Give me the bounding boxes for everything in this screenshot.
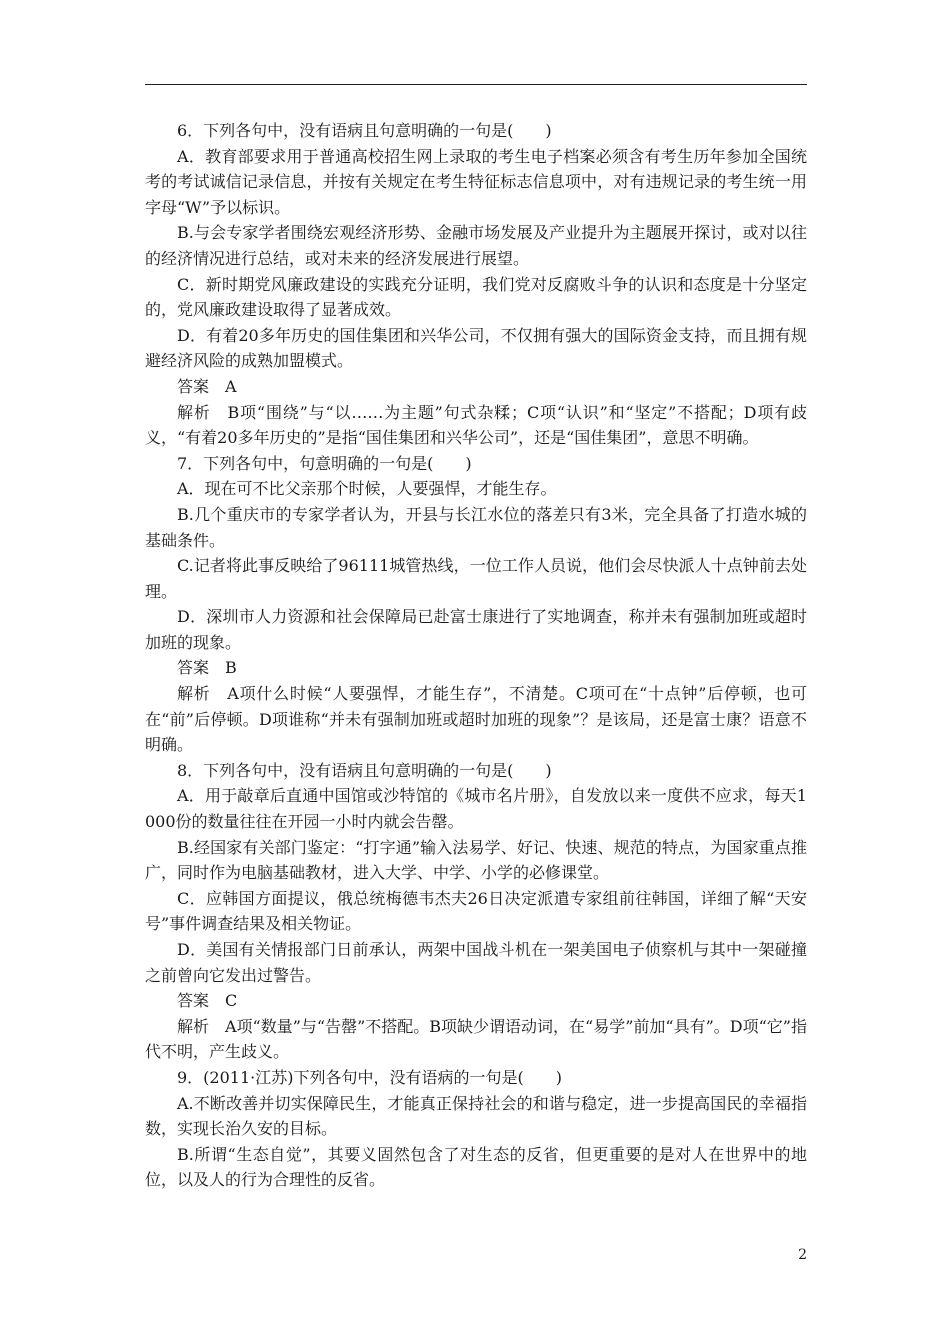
question-6-analysis: 解析 B项“围绕”与“以……为主题”句式杂糅；C项“认识”和“坚定”不搭配；D项有歧义，“有着20多年历史的”是指“国佳集团和兴华公司”，还是“国佳集团”，意思不明确。 [145,402,807,448]
question-6-option-a: A．教育部要求用于普通高校招生网上录取的考生电子档案必须含有考生历年参加全国统考的考试诚信记录信息，并按有关规定在考生特征标志信息项中，对有违规记录的考生统一用字母“W”予以标识。 [145,146,807,217]
question-6-stem: 6．下列各句中，没有语病且句意明确的一句是( ) [177,121,552,140]
question-9-option-b: B.所谓“生态自觉”，其要义固然包含了对生态的反省，但更重要的是对人在世界中的地位，以及人的行为合理性的反省。 [145,1144,807,1190]
question-8-option-b: B.经国家有关部门鉴定：“打字通”输入法易学、好记、快速、规范的特点，为国家重点推广，同时作为电脑基础教材，进入大学、中学、小学的必修课堂。 [145,837,807,883]
question-8-option-d: D．美国有关情报部门日前承认，两架中国战斗机在一架美国电子侦察机与其中一架碰撞之前曾向它发出过警告。 [145,940,807,985]
page-number: 2 [798,1247,807,1263]
question-6-option-d: D．有着20多年历史的国佳集团和兴华公司，不仅拥有强大的国际资金支持，而且拥有规避经济风险的成熟加盟模式。 [145,325,807,371]
question-7-option-c: C.记者将此事反映给了96111城管热线，一位工作人员说，他们会尽快派人十点钟前去处理。 [145,556,807,601]
question-8-option-c: C．应韩国方面提议，俄总统梅德韦杰夫26日决定派遣专家组前往韩国，详细了解“天安号”事件调查结果及相关物证。 [145,888,807,934]
document-body [145,118,807,1193]
question-6-option-c: C．新时期党风廉政建设的实践充分证明，我们党对反腐败斗争的认识和态度是十分坚定的，党风廉政建设取得了显著成效。 [145,274,807,320]
question-8-option-a: A．用于敲章后直通中国馆或沙特馆的《城市名片册》，自发放以来一度供不应求，每天1 000份的数量往往在开园一小时内就会告罄。 [145,786,807,832]
question-7-option-b: B.几个重庆市的专家学者认为，开县与长江水位的落差只有3米，完全具备了打造水城的基础条件。 [145,504,807,550]
question-8-stem: 8．下列各句中，没有语病且句意明确的一句是( ) [177,760,552,780]
question-9-stem: 9．(2011·江苏)下列各句中，没有语病的一句是( ) [177,1067,562,1087]
question-6-option-b: B.与会专家学者围绕宏观经济形势、金融市场发展及产业提升为主题展开探讨，或对以往的经济情况进行总结，或对未来的经济发展进行展望。 [145,223,807,268]
question-7-analysis: 解析 A项什么时候“人要强悍，才能生存”，不清楚。C项可在“十点钟”后停顿，也可在“前”后停顿。D项谁称“并未有强制加班或超时加班的现象”？是该局，还是富士康？语意不明确。 [145,684,807,755]
question-8-answer: 答案 C [177,991,238,1011]
question-7-stem: 7．下列各句中，句意明确的一句是( ) [177,453,472,473]
question-6-answer: 答案 A [177,376,237,396]
question-8-analysis: 解析 A项“数量”与“告罄”不搭配。B项缺少谓语动词，在“易学”前加“具有”。D项“它”指代不明，产生歧义。 [145,1016,807,1062]
header-rule [145,84,807,85]
question-7-answer: 答案 B [177,658,237,678]
question-7-option-a: A．现在可不比父亲那个时候，人要强悍，才能生存。 [177,479,557,499]
question-9-option-a: A.不断改善并切实保障民生，才能真正保持社会的和谐与稳定，进一步提高国民的幸福指数，实现长治久安的目标。 [145,1093,807,1139]
question-7-option-d: D．深圳市人力资源和社会保障局已赴富士康进行了实地调查，称并未有强制加班或超时加班的现象。 [145,607,807,652]
